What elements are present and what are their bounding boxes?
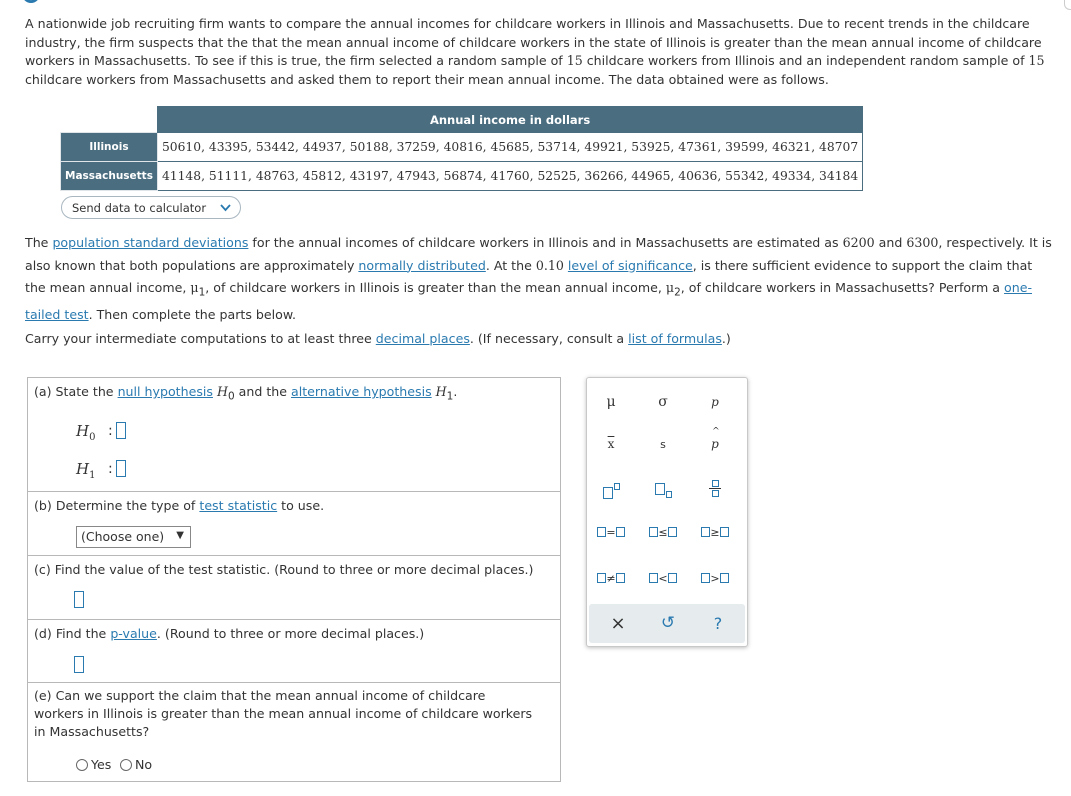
p-value-input[interactable] bbox=[74, 656, 84, 673]
send-data-to-calculator-button[interactable] bbox=[61, 196, 241, 219]
greater-equal-key[interactable]: ≥ bbox=[695, 520, 735, 544]
row-values-massachusetts: 41148, 51111, 48763, 45812, 43197, 47943, 56874, 41760, 52525, 36266, 44965, 40636, 55342, 49334, 34184 bbox=[157, 162, 862, 191]
dropdown-arrow-icon: ▼ bbox=[176, 530, 184, 541]
part-d bbox=[28, 620, 560, 683]
radio-no[interactable]: No bbox=[120, 757, 152, 772]
radio-yes[interactable]: Yes bbox=[76, 757, 111, 772]
link-list-of-formulas[interactable]: list of formulas bbox=[628, 331, 722, 346]
part-d-prompt: (d) Find the p-value. (Round to three or more decimal places.) bbox=[34, 626, 425, 641]
part-b-prompt: (b) Determine the type of test statistic to use. bbox=[34, 498, 325, 513]
less-equal-key[interactable]: ≤ bbox=[643, 520, 683, 544]
fraction-icon[interactable] bbox=[695, 476, 735, 500]
problem-context: The population standard deviations for the annual incomes of childcare workers in Illinois and in Massachusetts are estimated as 6200 and 6300, respectively. It is also known that both populations are approximately normally distributed. At the 0.10 level of significance, is there sufficient evidence to support the claim that the mean annual income, $\mu_1$, of childcare workers in Illinois is greater than the mean annual income, $\mu_2$, of childcare workers in Massachusetts? Perform a one-tailed test. Then complete the parts below. bbox=[25, 235, 1052, 323]
h0-colon: : bbox=[108, 423, 113, 439]
radio-circle-icon bbox=[120, 759, 132, 771]
h1-colon: : bbox=[108, 461, 113, 477]
table-row bbox=[61, 162, 863, 191]
h0-label: $H_0$ bbox=[76, 422, 96, 443]
link-p-value[interactable]: p-value bbox=[110, 626, 157, 641]
table-header: Annual income in dollars bbox=[157, 107, 862, 133]
link-population-standard-deviations[interactable]: population standard deviations bbox=[52, 235, 249, 250]
mu-key[interactable]: μ bbox=[606, 394, 616, 410]
s-key[interactable]: s bbox=[660, 437, 666, 451]
h1-label: $H_1$ bbox=[76, 460, 96, 481]
phat-key[interactable]: p ^ bbox=[711, 427, 720, 451]
link-level-of-significance[interactable]: level of significance bbox=[567, 257, 693, 273]
link-alternative-hypothesis[interactable]: alternative hypothesis bbox=[291, 384, 432, 399]
superscript-icon[interactable] bbox=[591, 478, 631, 502]
part-c-prompt: (c) Find the value of the test statistic. (Round to three or more decimal places.) bbox=[34, 562, 534, 577]
income-data-table bbox=[60, 106, 863, 191]
row-values-illinois: 50610, 43395, 53442, 44937, 50188, 37259, 40816, 45685, 53714, 49921, 53925, 47361, 39599, 46321, 48707 bbox=[157, 133, 862, 162]
link-test-statistic[interactable]: test statistic bbox=[199, 498, 278, 513]
link-one-tailed-test[interactable]: one-tailed test bbox=[25, 280, 1033, 323]
less-than-key[interactable]: < bbox=[643, 566, 683, 590]
palette-footer bbox=[589, 604, 745, 643]
collapse-chevron-icon[interactable] bbox=[21, 0, 41, 6]
question-panel bbox=[27, 377, 561, 782]
send-button-label: Send data to calculator bbox=[72, 200, 207, 215]
part-e bbox=[28, 683, 560, 781]
xbar-key[interactable]: $\overline{x}$ bbox=[607, 437, 615, 451]
p-key[interactable]: p bbox=[711, 395, 719, 409]
h0-answer-input[interactable] bbox=[116, 422, 126, 439]
part-a-prompt: (a) State the null hypothesis $H_0$ and the alternative hypothesis $H_1$. bbox=[34, 384, 458, 403]
help-icon[interactable]: ? bbox=[713, 613, 723, 633]
link-null-hypothesis[interactable]: null hypothesis bbox=[117, 384, 213, 399]
radio-circle-icon bbox=[76, 759, 88, 771]
page-corner bbox=[1064, 0, 1071, 10]
problem-intro: A nationwide job recruiting firm wants to compare the annual incomes for childcare workers in Illinois and Massachusetts. Due to recent trends in the childcare industry, the firm suspects that the that the mean annual income of childcare workers in the state of Illinois is greater than the mean annual income of childcare workers in Massachusetts. To see if this is true, the firm selected a random sample of 15 childcare workers from Illinois and an independent random sample of 15 childcare workers from Massachusetts and asked them to report their mean annual income. The data obtained were as follows. bbox=[25, 16, 1045, 87]
not-equal-key[interactable]: ≠ bbox=[591, 566, 631, 590]
greater-than-key[interactable]: > bbox=[695, 566, 735, 590]
part-a bbox=[28, 378, 560, 492]
link-decimal-places[interactable]: decimal places bbox=[375, 331, 470, 346]
part-b bbox=[28, 492, 560, 556]
test-statistic-select[interactable]: (Choose one) ▼ bbox=[76, 526, 191, 548]
chevron-down-icon bbox=[220, 202, 231, 215]
link-normally-distributed[interactable]: normally distributed bbox=[358, 257, 486, 273]
equals-key[interactable]: = bbox=[591, 520, 631, 544]
symbol-palette bbox=[586, 377, 748, 647]
subscript-icon[interactable] bbox=[643, 478, 683, 502]
undo-icon[interactable]: ↺ bbox=[660, 613, 676, 633]
test-statistic-input[interactable] bbox=[74, 591, 84, 608]
carry-instructions: Carry your intermediate computations to at least three decimal places. (If necessary, consult a list of formulas.) bbox=[25, 331, 731, 346]
table-row bbox=[61, 133, 863, 162]
part-c bbox=[28, 556, 560, 620]
part-e-prompt: (e) Can we support the claim that the mean annual income of childcare workers in Illinois is greater than the mean annual income of childcare workers in Massachusetts? bbox=[34, 688, 533, 739]
clear-icon[interactable]: × bbox=[610, 612, 626, 634]
row-label-massachusetts: Massachusetts bbox=[61, 162, 158, 191]
h1-answer-input[interactable] bbox=[116, 460, 126, 477]
row-label-illinois: Illinois bbox=[61, 133, 158, 162]
sigma-key[interactable]: σ bbox=[658, 394, 668, 410]
